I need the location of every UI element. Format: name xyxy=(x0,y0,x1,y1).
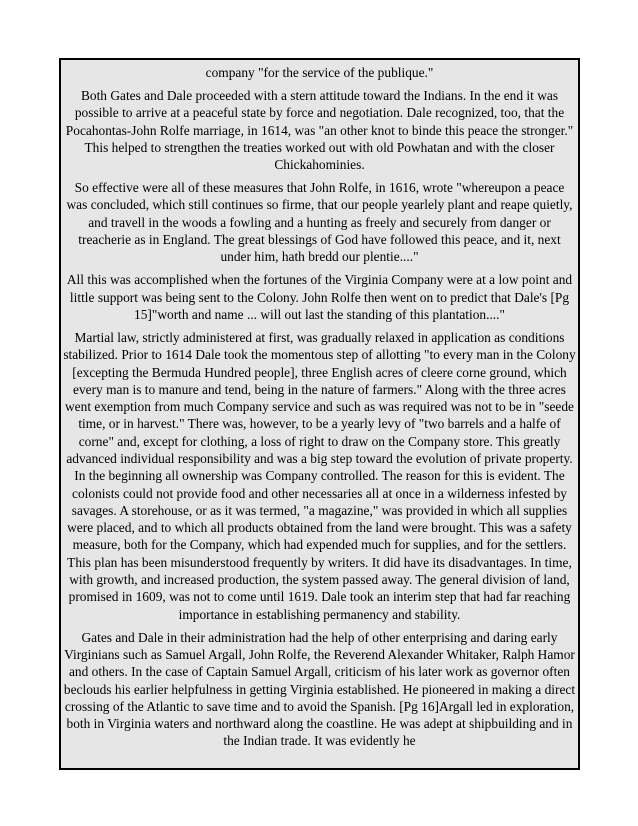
paragraph-2: Both Gates and Dale proceeded with a stern attitude toward the Indians. In the end it was possible to arrive at a peaceful state by force and negotiation. Dale recognized, too, that the Pocahontas-John Rolfe marriage, in 1614, was "an other knot to binde this peace the stronger." This helped to strengthen the treaties worked out with old Powhatan and with the closer Chickahominies. xyxy=(65,87,574,173)
paragraph-3: So effective were all of these measures that John Rolfe, in 1616, wrote "whereupon a peace was concluded, which still continues so firme, that our people yearlely plant and reape quietly, and travell in the woods a fowling and a hunting as freely and securely from danger or treacherie as in England. The great blessings of God have followed this peace, and it, next under him, hath bredd our plentie...." xyxy=(66,180,573,265)
document-page xyxy=(59,58,580,770)
paragraph-5: Martial law, strictly administered at first, was gradually relaxed in application as conditions stabilized. Prior to 1614 Dale took the momentous step of allotting "to every man in the Colony [excepting the Bermuda Hundred people], three English acres of cleere corne ground, which every man is to manure and tend, being in the nature of farmers." Along with the three acres went exemption from much Company service and such as was required was not to be in "seede time, or in harvest." There was, however, to be a yearly levy of "two barrels and a halfe of corne" and, except for clothing, a loss of right to draw on the Company store. This greatly advanced individual responsibility and was a big step toward the evolution of private property. In the beginning all ownership was Company controlled. The reason for this is evident. The colonists could not provide food and other necessaries all at once in a wilderness infested by savages. A storehouse, or as it was termed, "a magazine," was provided in which all supplies were placed, and to which all products obtained from the land were brought. This was a safety measure, both for the Company, which had expended much for supplies, and for the settlers. This plan has been misunderstood frequently by writers. It did have its disadvantages. In time, with growth, and increased production, the system passed away. The general division of land, promised in 1609, was not to come until 1619. Dale took an interim step that had far reaching importance in establishing permanency and stability. xyxy=(63,329,576,622)
paragraph-6: Gates and Dale in their administration had the help of other enterprising and daring early Virginians such as Samuel Argall, John Rolfe, the Reverend Alexander Whitaker, Ralph Hamor and others. In the case of Captain Samuel Argall, criticism of his later work as governor often beclouds his earlier helpfulness in getting Virginia established. He pioneered in making a direct crossing of the Atlantic to save time and to avoid the Spanish. [Pg 16]Argall led in exploration, both in Virginia waters and northward along the coastline. He was adept at shipbuilding and in the Indian trade. It was evidently he xyxy=(63,629,576,749)
paragraph-1: company "for the service of the publique." xyxy=(205,65,434,80)
paragraph-4: All this was accomplished when the fortunes of the Virginia Company were at a low point and little support was being sent to the Colony. John Rolfe then went on to predict that Dale's [Pg 15]"worth and name ... will out last the standing of this plantation...." xyxy=(66,272,573,322)
